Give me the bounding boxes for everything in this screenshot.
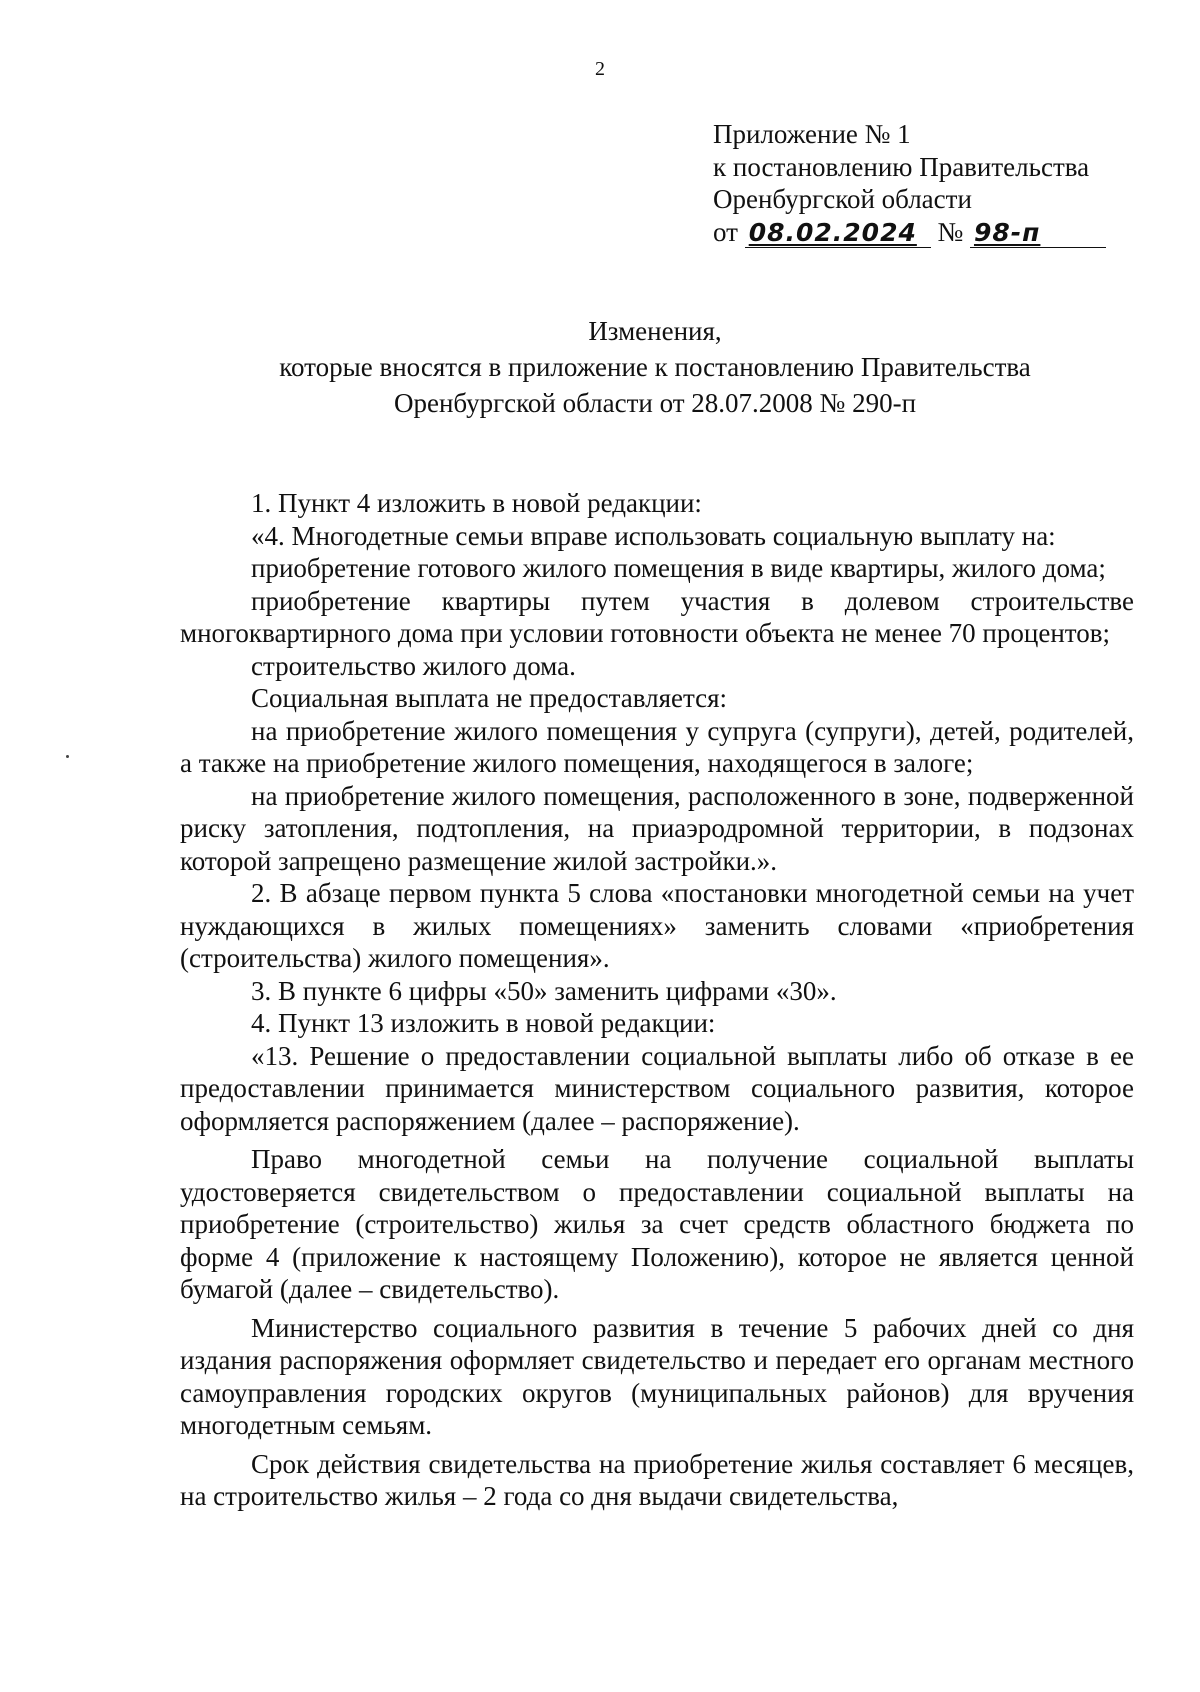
document-body <box>180 487 1134 1513</box>
paragraph-8: на приобретение жилого помещения, расположенного в зоне, подверженной риску затопления, подтопления, на приаэродромной территории, в подзонах которой запрещено размещение жилой застройки.». <box>180 780 1134 876</box>
appendix-line-2: к постановлению Правительства <box>713 151 1090 182</box>
paragraph-7: на приобретение жилого помещения у супруга (супруги), детей, родителей, а также на приобретение жилого помещения, находящегося в залоге; <box>180 715 1134 778</box>
paragraph-14: Министерство социального развития в течение 5 рабочих дней со дня издания распоряжения оформляет свидетельство и передает его органам местного самоуправления городских округов (муниципальных районов) для вручения многодетным семьям. <box>180 1312 1134 1440</box>
document-title <box>0 313 1200 421</box>
paragraph-11: 4. Пункт 13 изложить в новой редакции: <box>251 1008 716 1038</box>
page-number: 2 <box>595 58 605 80</box>
paragraph-3: приобретение готового жилого помещения в виде квартиры, жилого дома; <box>251 553 1106 583</box>
scan-speck <box>66 755 69 758</box>
appendix-block <box>713 118 1106 248</box>
date-prefix: от <box>713 216 738 247</box>
handwritten-date: 08.02.2024 <box>745 219 931 248</box>
paragraph-12: «13. Решение о предоставлении социальной выплаты либо об отказе в ее предоставлении принимается министерством социального развития, которое оформляется распоряжением (далее – распоряжение). <box>180 1040 1134 1136</box>
title-line-1: Изменения, <box>588 316 722 346</box>
appendix-date-line <box>713 216 1106 249</box>
paragraph-9: 2. В абзаце первом пункта 5 слова «постановки многодетной семьи на учет нуждающихся в жилых помещениях» заменить словами «приобретения (строительства) жилого помещения». <box>180 878 1134 973</box>
handwritten-number: 98-п <box>970 219 1106 248</box>
title-line-2: которые вносятся в приложение к постановлению Правительства <box>279 352 1031 382</box>
appendix-line-1: Приложение № 1 <box>713 119 911 149</box>
paragraph-6: Социальная выплата не предоставляется: <box>251 683 728 713</box>
paragraph-2: «4. Многодетные семьи вправе использовать социальную выплату на: <box>251 520 1056 551</box>
paragraph-5: строительство жилого дома. <box>251 650 576 681</box>
paragraph-13: Право многодетной семьи на получение социальной выплаты удостоверяется свидетельством о предоставлении социальной выплаты на приобретение (строительство) жилья за счет средств областного бюджета по форме 4 (приложение к настоящему Положению), которое не является ценной бумагой (далее – свидетельство). <box>180 1144 1134 1304</box>
paragraph-4: приобретение квартиры путем участия в долевом строительстве многоквартирного дома при условии готовности объекта не менее 70 процентов; <box>180 585 1134 648</box>
title-line-3: Оренбургской области от 28.07.2008 № 290-п <box>393 388 917 418</box>
appendix-line-3: Оренбургской области <box>713 184 972 214</box>
paragraph-15: Срок действия свидетельства на приобретение жилья составляет 6 месяцев, на строительство жилья – 2 года со дня выдачи свидетельства, <box>180 1448 1134 1511</box>
paragraph-1: 1. Пункт 4 изложить в новой редакции: <box>251 488 702 518</box>
number-prefix: № <box>937 216 964 247</box>
paragraph-10: 3. В пункте 6 цифры «50» заменить цифрами «30». <box>251 975 837 1006</box>
